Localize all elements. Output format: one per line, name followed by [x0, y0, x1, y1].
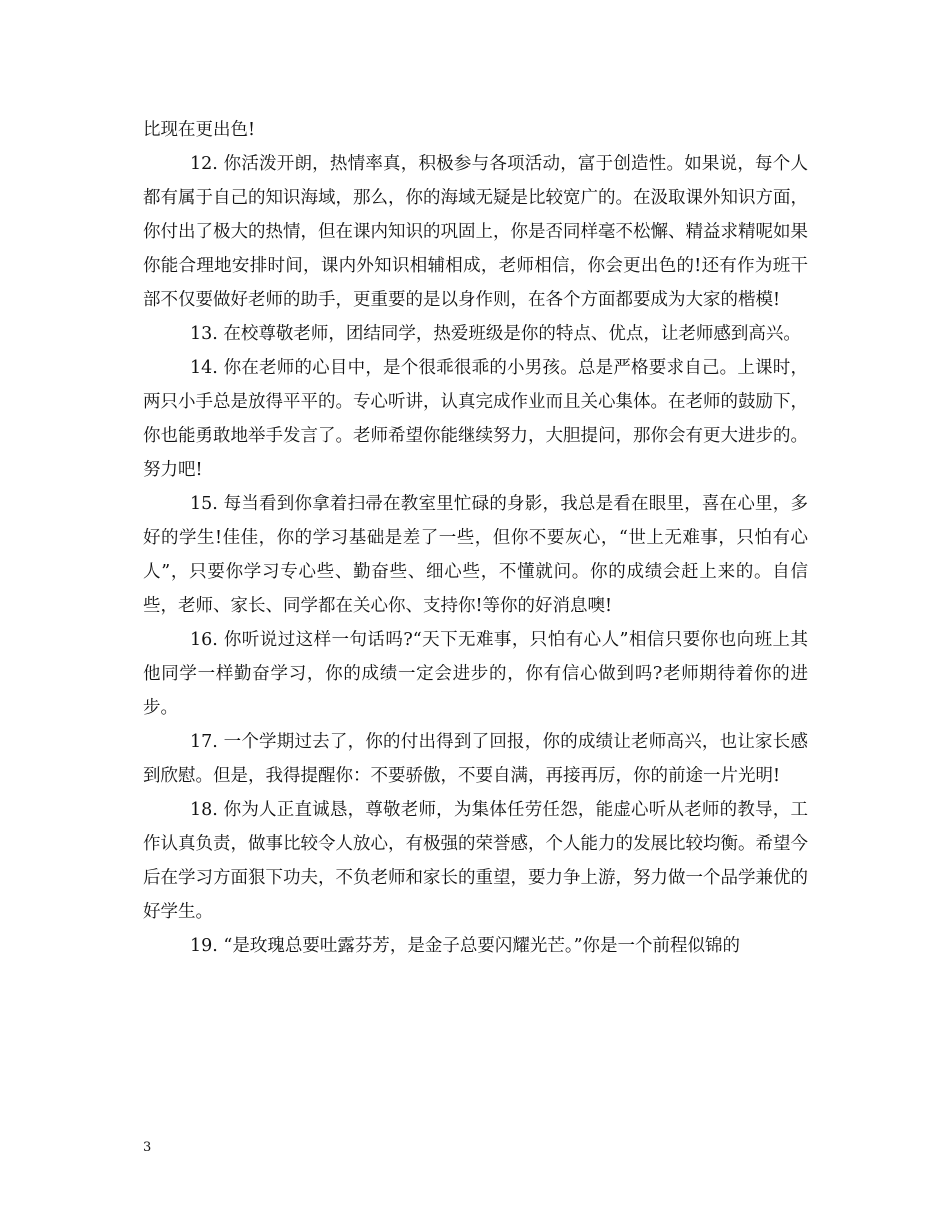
paragraph-item-18: 18. 你为人正直诚恳，尊敬老师，为集体任劳任怨，能虚心听从老师的教导，工作认真负责，做事比较令人放心，有极强的荣誉感，个人能力的发展比较均衡。希望今后在学习方面狠下功夫，不负老师和家长的重望，要力争上游，努力做一个品学兼优的好学生。: [143, 800, 808, 922]
document-body: [143, 113, 808, 963]
paragraph-item-19: 19. “是玫瑰总要吐露芬芳，是金子总要闪耀光芒。”你是一个前程似锦的: [190, 936, 741, 956]
paragraph-item-17: 17. 一个学期过去了，你的付出得到了回报，你的成绩让老师高兴，也让家长感到欣慰。但是，我得提醒你：不要骄傲，不要自满，再接再厉，你的前途一片光明!: [143, 732, 808, 786]
paragraph-item-13: 13. 在校尊敬老师，团结同学，热爱班级是你的特点、优点，让老师感到高兴。: [190, 324, 801, 344]
paragraph-item-15: 15. 每当看到你拿着扫帚在教室里忙碌的身影，我总是看在眼里，喜在心里，多好的学生!佳佳，你的学习基础是差了一些，但你不要灰心，“世上无难事，只怕有心人”，只要你学习专心些、勤奋些、细心些，不懂就问。你的成绩会赶上来的。自信些，老师、家长、同学都在关心你、支持你!等你的好消息噢!: [143, 494, 808, 616]
paragraph-item-16: 16. 你听说过这样一句话吗?“天下无难事，只怕有心人”相信只要你也向班上其他同学一样勤奋学习，你的成绩一定会进步的，你有信心做到吗?老师期待着你的进步。: [143, 630, 808, 718]
paragraph-item-14: 14. 你在老师的心目中，是个很乖很乖的小男孩。总是严格要求自己。上课时，两只小手总是放得平平的。专心听讲，认真完成作业而且关心集体。在老师的鼓励下，你也能勇敢地举手发言了。老师希望你能继续努力，大胆提问，那你会有更大进步的。努力吧!: [143, 358, 808, 480]
page-number: 3: [143, 1140, 152, 1155]
paragraph-item-12: 12. 你活泼开朗，热情率真，积极参与各项活动，富于创造性。如果说，每个人都有属于自己的知识海域，那么，你的海域无疑是比较宽广的。在汲取课外知识方面，你付出了极大的热情，但在课内知识的巩固上，你是否同样毫不松懈、精益求精呢如果你能合理地安排时间，课内外知识相辅相成，老师相信，你会更出色的!还有作为班干部不仅要做好老师的助手，更重要的是以身作则，在各个方面都要成为大家的楷模!: [143, 154, 808, 310]
paragraph-continuation: 比现在更出色!: [143, 120, 256, 140]
